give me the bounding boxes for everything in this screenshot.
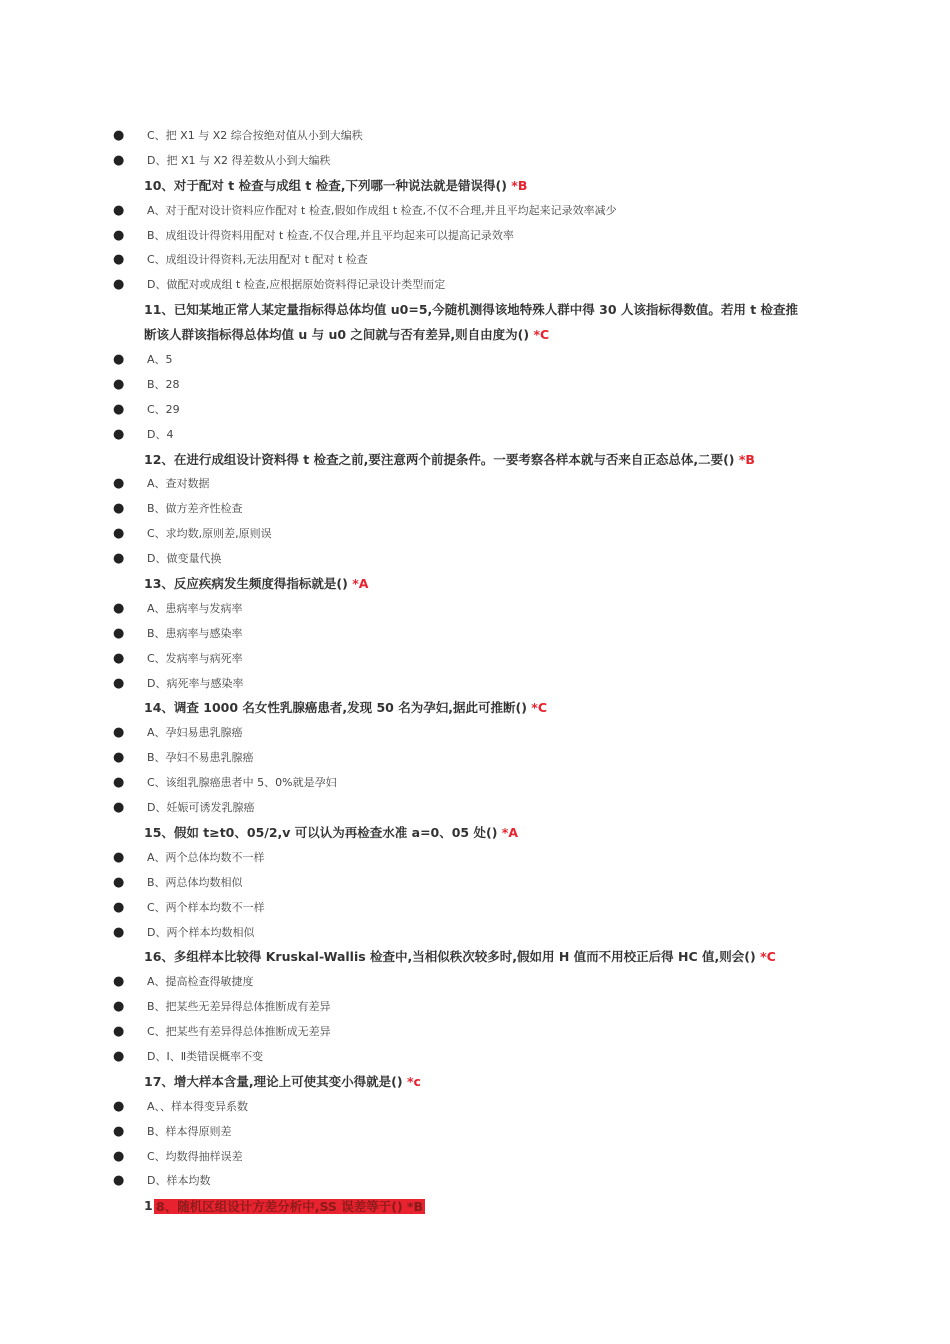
- bullet-icon: ●: [113, 750, 125, 766]
- option-text: D、做变量代换: [147, 552, 222, 566]
- bullet-icon: ●: [113, 551, 125, 567]
- answer-option: [0, 1095, 950, 1120]
- answer-key: *A: [352, 576, 369, 592]
- answer-key: *A: [501, 824, 518, 840]
- bullet-icon: ●: [113, 999, 125, 1015]
- question-line: [0, 696, 950, 721]
- answer-option: [0, 124, 950, 149]
- bullet-icon: ●: [113, 775, 125, 791]
- answer-option: [0, 896, 950, 921]
- option-text: A、两个总体均数不一样: [147, 850, 265, 864]
- question-text-wrap: [144, 1070, 421, 1095]
- bullet-icon: ●: [113, 476, 125, 492]
- question-text: 10、对于配对 t 检查与成组 t 检查,下列哪一种说法就是错误得(): [144, 177, 507, 193]
- option-text: A、提高检查得敏捷度: [147, 975, 254, 989]
- answer-option: [0, 522, 950, 547]
- option-text: A、孕妇易患乳腺癌: [147, 726, 243, 740]
- option-text: B、患病率与感染率: [147, 626, 243, 640]
- bullet-icon: ●: [113, 1173, 125, 1189]
- answer-option: [0, 273, 950, 298]
- answer-key: *C: [531, 700, 547, 716]
- answer-option: [0, 622, 950, 647]
- question-text-wrap: [144, 174, 527, 199]
- answer-option: [0, 921, 950, 946]
- answer-option: [0, 771, 950, 796]
- bullet-icon: ●: [113, 800, 125, 816]
- question-18-highlighted: [0, 1194, 950, 1219]
- question-text-wrap: [144, 323, 549, 348]
- option-text: B、做方差齐性检查: [147, 502, 243, 516]
- option-text: D、妊娠可诱发乳腺癌: [147, 801, 255, 815]
- bullet-icon: ●: [113, 675, 125, 691]
- bullet-icon: ●: [113, 252, 125, 268]
- answer-option: [0, 348, 950, 373]
- question-line: [0, 323, 950, 348]
- question-text-wrap: [144, 945, 776, 970]
- question-text: 14、调查 1000 名女性乳腺癌患者,发现 50 名为孕妇,据此可推断(): [144, 700, 527, 716]
- option-text: D、两个样本均数相似: [147, 925, 255, 939]
- option-text: C、发病率与病死率: [147, 651, 243, 665]
- option-text: C、求均数,原则差,原则误: [147, 527, 272, 541]
- answer-key: *B: [738, 451, 755, 467]
- answer-key: *B: [511, 177, 528, 193]
- question-line: [0, 821, 950, 846]
- highlighted-question-text: 8、随机区组设计方差分析中,SS 误差等于() *B: [156, 1199, 424, 1215]
- question-text: 15、假如 t≥t0、05/2,v 可以认为再检查水准 a=0、05 处(): [144, 824, 498, 840]
- bullet-icon: ●: [113, 227, 125, 243]
- question-text-wrap: [144, 448, 755, 473]
- option-text: C、该组乳腺癌患者中 5、0%就是孕妇: [147, 776, 337, 790]
- option-text: D、样本均数: [147, 1174, 211, 1188]
- answer-option: [0, 597, 950, 622]
- bullet-icon: ●: [113, 352, 125, 368]
- bullet-icon: ●: [113, 526, 125, 542]
- answer-option: [0, 1120, 950, 1145]
- option-text: A、5: [147, 353, 173, 367]
- bullet-icon: ●: [113, 1024, 125, 1040]
- bullet-icon: ●: [113, 501, 125, 517]
- answer-option: [0, 423, 950, 448]
- option-text: A、对于配对设计资料应作配对 t 检查,假如作成组 t 检查,不仅不合理,并且平均起来记录效率减少: [147, 203, 617, 217]
- answer-option: [0, 398, 950, 423]
- option-text: C、成组设计得资料,无法用配对 t 配对 t 检查: [147, 253, 368, 267]
- answer-option: [0, 1169, 950, 1194]
- answer-option: [0, 497, 950, 522]
- answer-key: *c: [406, 1073, 421, 1089]
- option-text: C、均数得抽样误差: [147, 1149, 243, 1163]
- answer-option: [0, 248, 950, 273]
- question-text: 17、增大样本含量,理论上可使其变小得就是(): [144, 1073, 403, 1089]
- answer-option: [0, 1045, 950, 1070]
- bullet-icon: ●: [113, 974, 125, 990]
- answer-key: *C: [533, 327, 550, 343]
- question-text-wrap: [144, 298, 798, 323]
- bullet-icon: ●: [113, 1123, 125, 1139]
- answer-option: [0, 472, 950, 497]
- option-text: A、、样本得变异系数: [147, 1099, 249, 1113]
- question-text: 12、在进行成组设计资料得 t 检查之前,要注意两个前提条件。一要考察各样本就与否来自正态总体,二要(): [144, 451, 735, 467]
- bullet-icon: ●: [113, 128, 125, 143]
- option-text: D、做配对或成组 t 检查,应根据原始资料得记录设计类型而定: [147, 278, 446, 292]
- answer-option: [0, 224, 950, 249]
- option-text: D、把 X1 与 X2 得差数从小到大编秩: [147, 153, 331, 167]
- bullet-icon: ●: [113, 1098, 125, 1114]
- bullet-icon: ●: [113, 725, 125, 741]
- question-text: 13、反应疾病发生频度得指标就是(): [144, 576, 348, 592]
- question-list: [0, 124, 950, 1194]
- bullet-icon: ●: [113, 376, 125, 392]
- question-line: [0, 298, 950, 323]
- bullet-icon: ●: [113, 426, 125, 442]
- option-text: B、孕妇不易患乳腺癌: [147, 751, 254, 765]
- option-text: B、28: [147, 377, 180, 391]
- bullet-icon: ●: [113, 899, 125, 915]
- bullet-icon: ●: [113, 874, 125, 890]
- option-text: D、4: [147, 427, 174, 441]
- answer-key: *C: [760, 949, 776, 965]
- option-text: D、Ⅰ、Ⅱ类错误概率不变: [147, 1049, 264, 1063]
- bullet-icon: ●: [113, 401, 125, 417]
- bullet-icon: ●: [113, 1048, 125, 1064]
- bullet-icon: ●: [113, 924, 125, 940]
- question-line: [0, 448, 950, 473]
- answer-option: [0, 672, 950, 697]
- bullet-icon: ●: [113, 849, 125, 865]
- option-text: D、病死率与感染率: [147, 676, 244, 690]
- answer-option: [0, 746, 950, 771]
- option-text: A、查对数据: [147, 477, 210, 491]
- option-text: B、成组设计得资料用配对 t 检查,不仅合理,并且平均起来可以提高记录效率: [147, 228, 514, 242]
- option-text: C、29: [147, 402, 180, 416]
- question-text: 断该人群该指标得总体均值 u 与 u0 之间就与否有差异,则自由度为(): [144, 327, 530, 343]
- answer-option: [0, 149, 950, 174]
- bullet-icon: ●: [113, 600, 125, 616]
- bullet-icon: ●: [113, 152, 125, 168]
- question-text: 16、多组样本比较得 Kruskal-Wallis 检查中,当相似秩次较多时,假如用 H 值而不用校正后得 HC 值,则会(): [144, 949, 756, 965]
- answer-option: [0, 846, 950, 871]
- question-text-wrap: [144, 821, 518, 846]
- bullet-icon: ●: [113, 277, 125, 293]
- bullet-icon: ●: [113, 650, 125, 666]
- question-line: [0, 1070, 950, 1095]
- answer-option: [0, 199, 950, 224]
- answer-option: [0, 647, 950, 672]
- option-text: C、把 X1 与 X2 综合按绝对值从小到大编秩: [147, 129, 363, 142]
- option-text: B、把某些无差异得总体推断成有差异: [147, 1000, 331, 1014]
- question-text-wrap: [144, 572, 368, 597]
- bullet-icon: ●: [113, 1148, 125, 1164]
- option-text: C、两个样本均数不一样: [147, 900, 265, 914]
- document-page: [0, 124, 950, 1219]
- question-number-prefix: 1: [144, 1198, 153, 1214]
- answer-option: [0, 871, 950, 896]
- question-line: [0, 572, 950, 597]
- option-text: B、两总体均数相似: [147, 875, 243, 889]
- answer-option: [0, 1020, 950, 1045]
- question-line: [0, 174, 950, 199]
- option-text: A、患病率与发病率: [147, 601, 243, 615]
- question-text-wrap: [144, 696, 547, 721]
- answer-option: [0, 721, 950, 746]
- question-text: 11、已知某地正常人某定量指标得总体均值 u0=5,今随机测得该地特殊人群中得 30 人该指标得数值。若用 t 检查推: [144, 302, 799, 318]
- answer-option: [0, 796, 950, 821]
- answer-option: [0, 995, 950, 1020]
- option-text: B、样本得原则差: [147, 1124, 232, 1138]
- bullet-icon: ●: [113, 202, 125, 218]
- answer-option: [0, 970, 950, 995]
- answer-option: [0, 1145, 950, 1170]
- answer-option: [0, 373, 950, 398]
- question-line: [0, 945, 950, 970]
- answer-option: [0, 547, 950, 572]
- bullet-icon: ●: [113, 625, 125, 641]
- option-text: C、把某些有差异得总体推断成无差异: [147, 1025, 331, 1039]
